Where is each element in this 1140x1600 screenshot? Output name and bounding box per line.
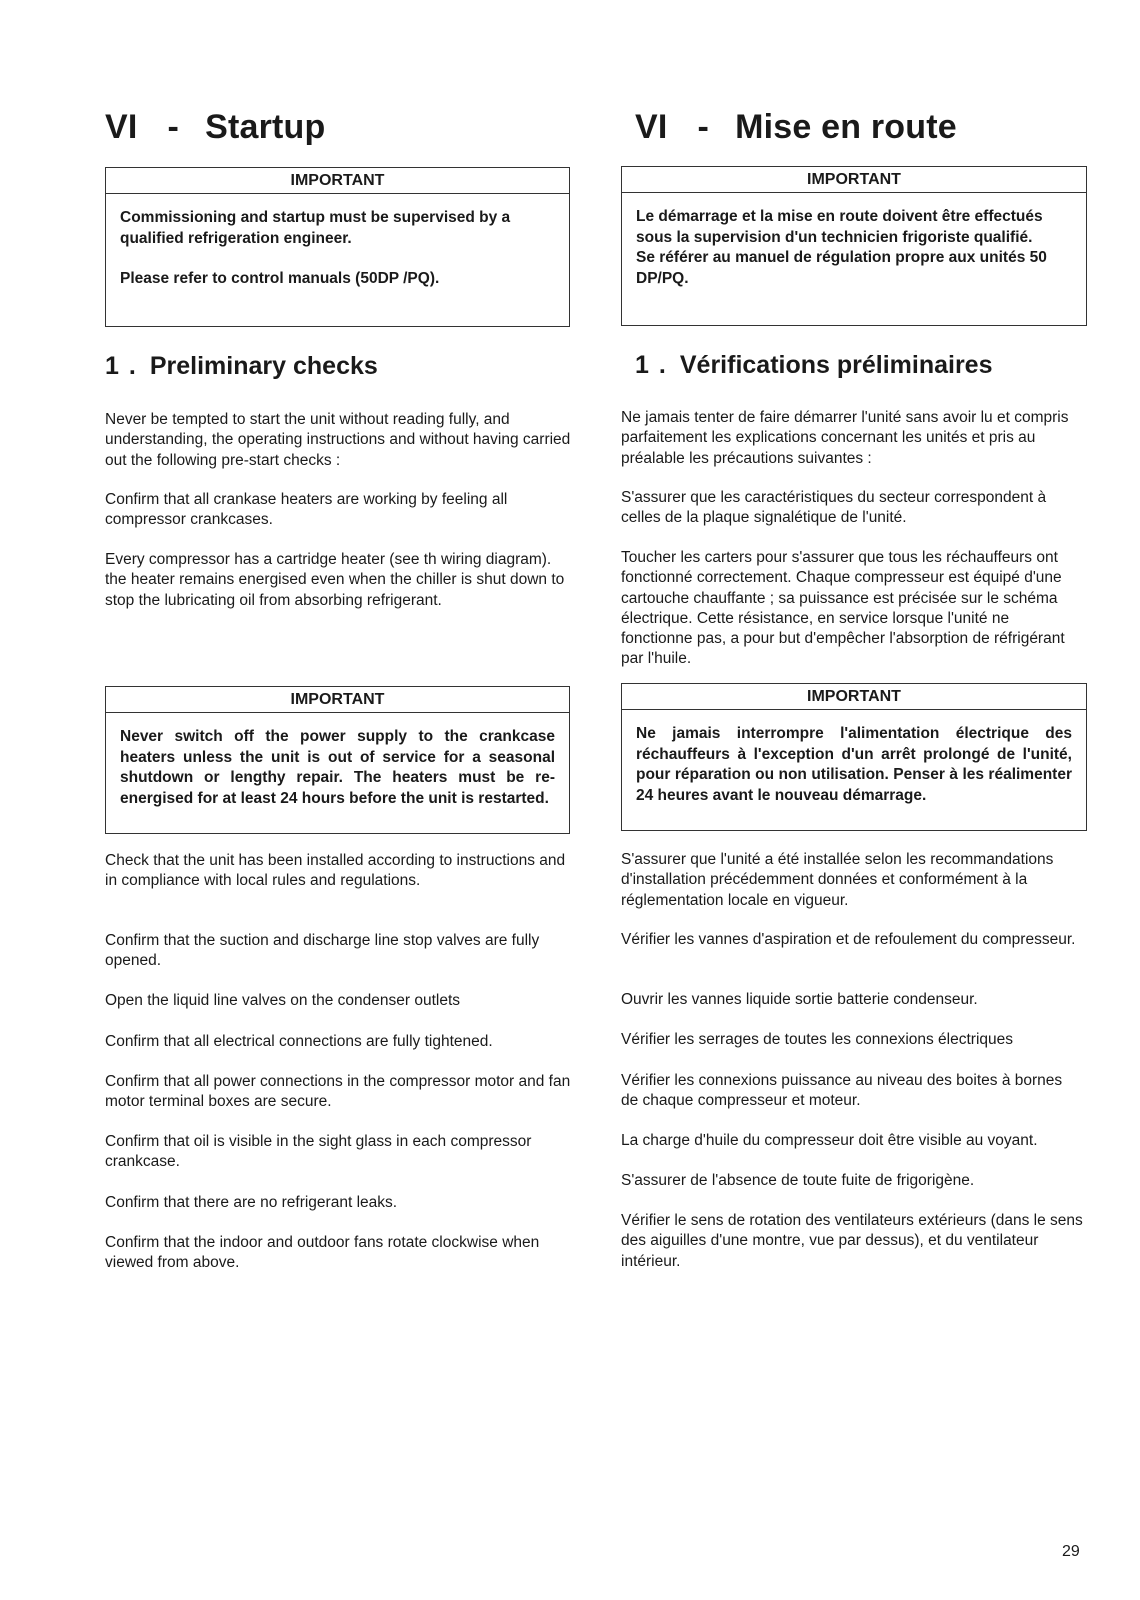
important-line: Commissioning and startup must be supervised by a qualified refrigeration engineer. [120,209,511,247]
check-item: Confirm that oil is visible in the sight glass in each compressor crankcase. [105,1133,532,1171]
intro-paragraph: Every compressor has a cartridge heater (see th wiring diagram). the heater remains energised even when the chiller is shut down to stop the lubricating oil from absorbing refrigerant. [105,551,565,609]
important-label: IMPORTANT [622,167,1086,193]
section-heading [635,108,957,147]
section-number: VI [105,108,138,146]
important-label: IMPORTANT [106,687,569,713]
important-body [622,710,1086,806]
section-dash: - [697,108,710,146]
important-line: Se référer au manuel de régulation propre aux unités 50 DP/PQ. [636,249,1047,287]
important-box-commissioning [105,167,570,327]
subsection-separator: . [658,351,666,379]
section-dash: - [167,108,180,146]
section-title: Startup [205,108,326,146]
important-body [106,194,569,290]
important-label: IMPORTANT [622,684,1086,710]
important-line: Please refer to control manuals (50DP /PQ). [120,270,440,287]
check-item: Confirm that the indoor and outdoor fans rotate clockwise when viewed from above. [105,1234,540,1272]
intro-paragraph: Ne jamais tenter de faire démarrer l'unité sans avoir lu et compris parfaitement les explications concernant les unités et pris au préalable les précautions suivantes : [621,409,1069,467]
intro-paragraph: Never be tempted to start the unit without reading fully, and understanding, the operating instructions and without having carried out the following pre-start checks : [105,411,571,469]
subsection-heading [635,351,992,380]
check-item: Confirm that there are no refrigerant leaks. [105,1194,398,1211]
subsection-heading [105,352,378,381]
subsection-number: 1 [635,351,649,379]
check-item: Vérifier le sens de rotation des ventilateurs extérieurs (dans le sens des aiguilles d'une montre, vue par dessus), et du ventilateur intérieur. [621,1212,1083,1270]
section-title: Mise en route [735,108,957,146]
check-item: S'assurer que l'unité a été installée selon les recommandations d'installation précédemment données et conformément à la réglementation locale en vigueur. [621,851,1054,909]
important-text: Ne jamais interrompre l'alimentation électrique des réchauffeurs à l'exception d'un arrêt prolongé de l'unité, pour réparation ou non utilisation. Penser à les réalimenter 24 heures avant le nouveau démarrage. [636,725,1072,804]
check-item: Check that the unit has been installed according to instructions and in compliance with local rules and regulations. [105,852,566,890]
subsection-title: Vérifications préliminaires [679,351,993,379]
subsection-number: 1 [105,352,119,380]
check-item: Vérifier les serrages de toutes les connexions électriques [621,1031,1014,1048]
intro-paragraph: Confirm that all crankase heaters are working by feeling all compressor crankcases. [105,491,508,529]
check-item: Open the liquid line valves on the condenser outlets [105,992,461,1009]
section-heading [105,108,325,147]
important-box-demarrage [621,166,1087,326]
section-number: VI [635,108,668,146]
check-item: Vérifier les connexions puissance au niveau des boites à bornes de chaque compresseur et moteur. [621,1072,1063,1110]
important-box-crankcase [105,686,570,834]
subsection-separator: . [128,352,136,380]
check-item: Confirm that the suction and discharge line stop valves are fully opened. [105,932,540,970]
intro-paragraph: S'assurer que les caractéristiques du secteur correspondent à celles de la plaque signalétique de l'unité. [621,489,1047,527]
check-item: Confirm that all power connections in the compressor motor and fan motor terminal boxes are secure. [105,1073,571,1111]
important-line: Le démarrage et la mise en route doivent être effectués sous la supervision d'un technicien frigoriste qualifié. [636,208,1043,246]
check-item: La charge d'huile du compresseur doit être visible au voyant. [621,1132,1038,1149]
important-box-rechauffeurs [621,683,1087,831]
intro-paragraph: Toucher les carters pour s'assurer que tous les réchauffeurs ont fonctionné correctement. Chaque compresseur est équipé d'une cartouche chauffante ; sa puissance est précisée sur le schéma électrique. Cette résistance, en service lorsque l'unité ne fonctionne pas, a pour but d'empêcher l'absorption de réfrigérant par l'huile. [621,549,1065,668]
check-item: S'assurer de l'absence de toute fuite de frigorigène. [621,1172,975,1189]
important-text: Never switch off the power supply to the crankcase heaters unless the unit is out of service for a seasonal shutdown or lengthy repair. The heaters must be re-energised for at least 24 hours before the unit is restarted. [120,728,555,807]
important-label: IMPORTANT [106,168,569,194]
important-body [106,713,569,809]
check-item: Confirm that all electrical connections are fully tightened. [105,1033,493,1050]
important-body [622,193,1086,289]
page-number: 29 [1062,1543,1080,1560]
check-item: Ouvrir les vannes liquide sortie batterie condenseur. [621,991,978,1008]
subsection-title: Preliminary checks [149,352,378,380]
check-item: Vérifier les vannes d'aspiration et de refoulement du compresseur. [621,931,1076,948]
